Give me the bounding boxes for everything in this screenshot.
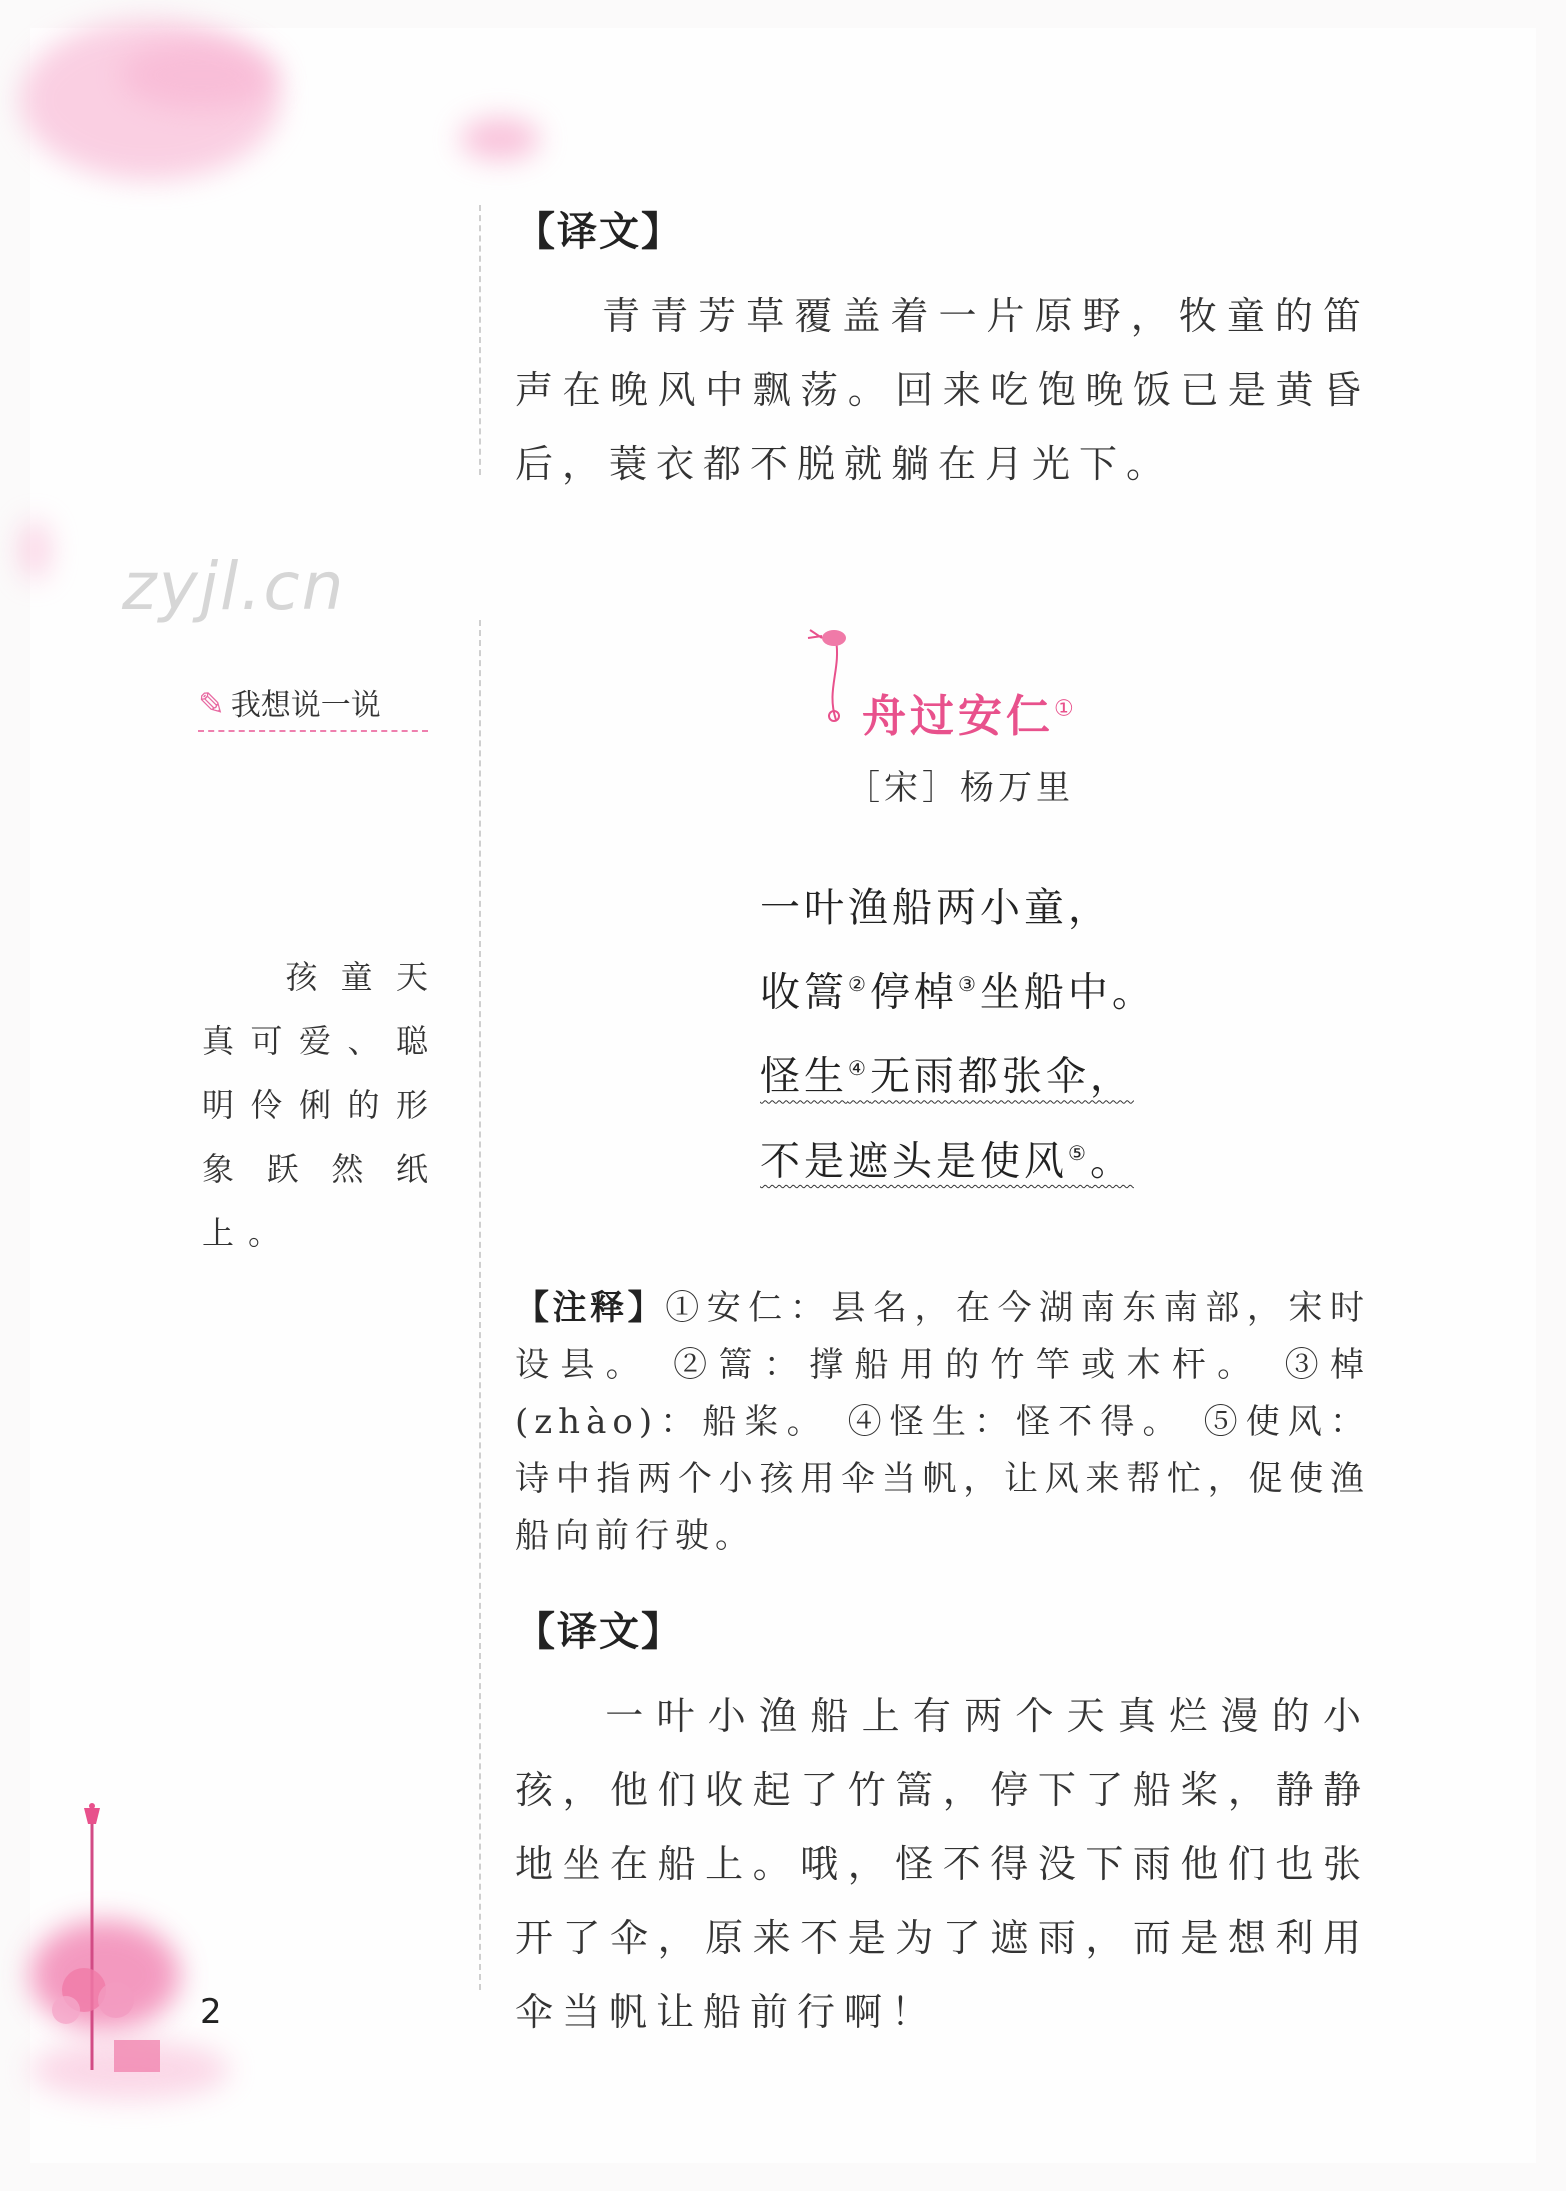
sidebar-title [198,680,428,732]
section-heading: 【译文】 [515,1609,683,1655]
poem-line-underlined [760,1115,1156,1199]
footnote-mark: ① [1054,696,1078,722]
footnote-mark: ④ [848,1056,870,1081]
column-divider [479,205,481,475]
notes-text: ①安仁：县名，在今湖南东南部，宋时设县。 ②篙：撑船用的竹竿或木杆。 ③棹(zhào)：船桨。 ④怪生：怪不得。 ⑤使风：诗中指两个小孩用伞当帆，让风来帮忙，促使渔船向前行驶。 [515,1288,1371,1556]
poem-body [760,870,1156,1199]
blossom-decoration [460,118,540,160]
footnote-mark: ③ [957,972,980,996]
sidebar-title-text: 我想说一说 [230,688,381,723]
sidebar-note [202,945,442,1265]
poem-title [862,680,1078,744]
lamp-post-ornament-icon [44,1800,194,2100]
watermark: zyjl.cn [122,548,346,625]
poem-title-text: 舟过安仁 [862,691,1054,742]
poem-line-text: 坐船中。 [979,969,1156,1016]
sidebar-note-text: 孩童天真可爱、聪明伶俐的形象跃然纸上。 [202,958,442,1252]
poem-author: ［宋］杨万里 [846,768,1074,808]
poem-line-text: 收篙 [760,969,848,1016]
poem-line [760,946,1156,1030]
poem-line-text: 怪生 [760,1053,848,1100]
bird-ornament-icon [796,620,866,730]
poem-line-text: 一叶渔船两小童， [760,885,1112,931]
notes-section [515,1280,1370,1565]
translation-paragraph [515,279,1370,501]
blossom-decoration [20,520,50,580]
column-divider [479,620,481,1990]
poem-line-underlined [760,1030,1156,1114]
section-heading: 【注释】 [515,1288,666,1328]
poem-line [760,870,1156,946]
translation-text: 一叶小渔船上有两个天真烂漫的小孩，他们收起了竹篙，停下了船桨，静静地坐在船上。哦，怪不得没下雨他们也张开了伞，原来不是为了遮雨，而是想利用伞当帆让船前行啊！ [515,1694,1370,2034]
pencil-icon: ✎ [198,685,225,723]
translation-text: 青青芳草覆盖着一片原野，牧童的笛声在晚风中飘荡。回来吃饱晚饭已是黄昏后，蓑衣都不脱就躺在月光下。 [515,294,1370,486]
poem-line-text: 不是遮头是使风 [760,1137,1068,1184]
translation-section-2 [515,1600,1370,2049]
poem-line-text: 。 [1089,1137,1134,1184]
translation-paragraph [515,1679,1370,2049]
footnote-mark: ② [848,972,870,996]
footnote-mark: ⑤ [1068,1140,1090,1165]
poem-line-text: 停棹 [869,969,958,1016]
section-heading: 【译文】 [515,209,683,255]
blossom-decoration [120,40,280,110]
translation-section-1 [515,200,1370,501]
poem-line-text: 无雨都张伞， [869,1053,1134,1100]
page-number: 2 [200,1992,222,2032]
